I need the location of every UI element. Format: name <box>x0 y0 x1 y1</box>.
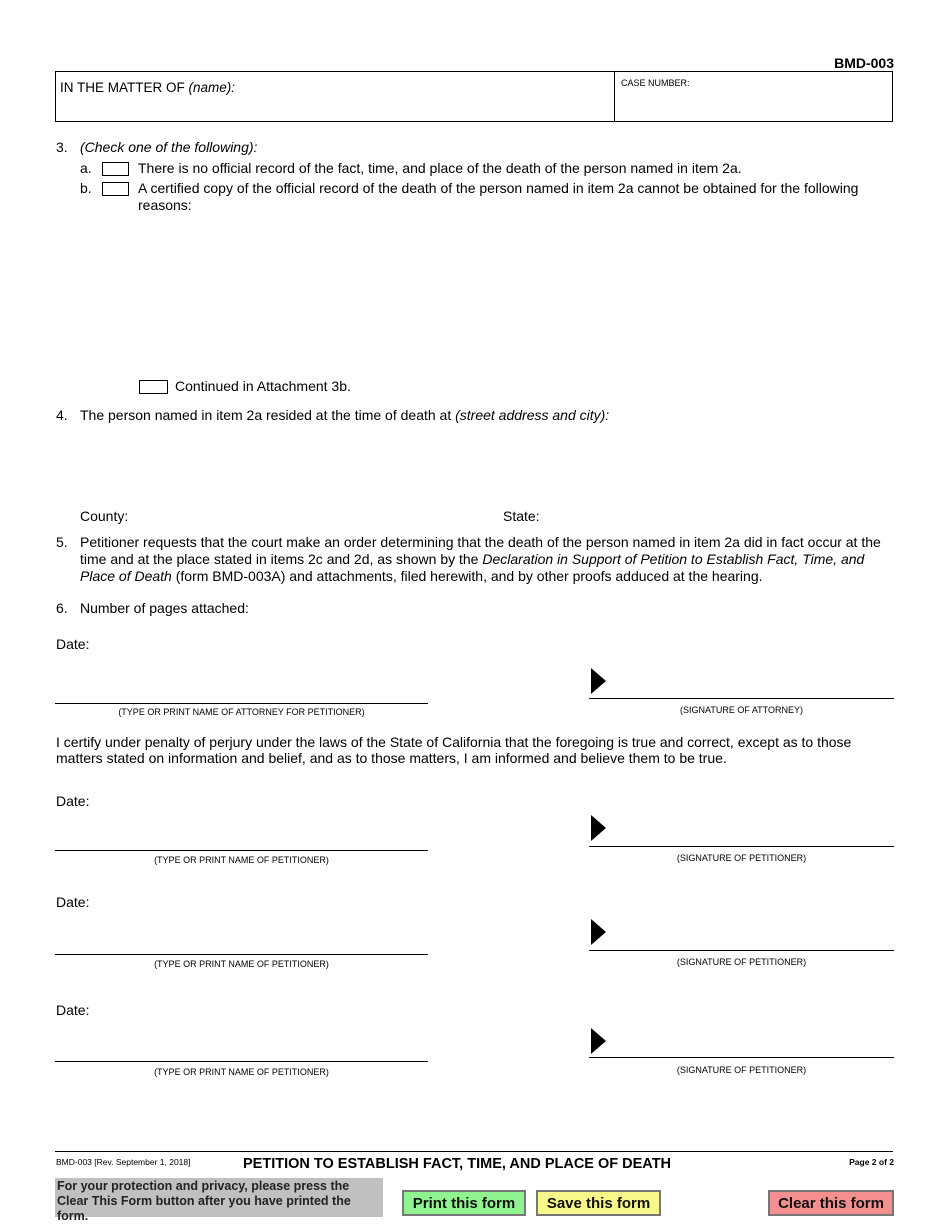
county-field[interactable] <box>135 506 495 526</box>
pages-attached-field[interactable] <box>250 598 370 618</box>
petitioner1-name-field[interactable] <box>55 815 428 849</box>
item6-number: 6. <box>56 600 68 616</box>
form-revision: BMD-003 [Rev. September 1, 2018] <box>56 1157 191 1167</box>
attorney-date-label: Date: <box>56 636 90 652</box>
item3b-checkbox[interactable] <box>102 182 129 196</box>
attachment-3b-label: Continued in Attachment 3b. <box>175 378 351 394</box>
petitioner3-name-line <box>55 1061 428 1062</box>
item3b-text-line1: A certified copy of the official record of the death of the person named in item 2a cannot be obtained for the following <box>138 180 859 196</box>
item3a-checkbox[interactable] <box>102 162 129 176</box>
item5-line1: Petitioner requests that the court make an order determining that the death of the person named in item 2a did in fact occur at the <box>80 534 881 550</box>
save-form-button[interactable]: Save this form <box>536 1190 661 1216</box>
item3a-letter: a. <box>80 160 92 176</box>
item4-text: The person named in item 2a resided at the time of death at <box>80 407 452 423</box>
item5-line3 <box>80 568 763 585</box>
item4-text-row <box>80 407 609 424</box>
petitioner3-date-field[interactable] <box>95 1000 395 1020</box>
item3b-letter: b. <box>80 180 92 196</box>
petitioner2-signature-line <box>589 950 894 951</box>
certify-line1: I certify under penalty of perjury under the laws of the State of California that the foregoing is true and correct, except as to those <box>56 734 852 750</box>
item3b-reasons-field[interactable] <box>138 216 893 368</box>
attorney-signature-arrow-icon <box>591 668 606 694</box>
petitioner2-name-line <box>55 954 428 955</box>
petitioner3-signature-arrow-icon <box>591 1028 606 1054</box>
print-form-button[interactable]: Print this form <box>402 1190 526 1216</box>
header-divider <box>614 71 615 122</box>
petitioner3-signature-line <box>589 1057 894 1058</box>
petitioner3-name-caption: (TYPE OR PRINT NAME OF PETITIONER) <box>154 1067 329 1077</box>
petitioner1-name-caption: (TYPE OR PRINT NAME OF PETITIONER) <box>154 855 329 865</box>
county-label: County: <box>80 508 129 524</box>
attachment-3b-checkbox[interactable] <box>139 380 168 394</box>
item5-line2 <box>80 551 864 568</box>
matter-label: IN THE MATTER OF <box>60 80 185 95</box>
petitioner1-name-line <box>55 850 428 851</box>
certify-line2: matters stated on information and belief, and as to those matters, I am informed and believe them to be true. <box>56 750 727 766</box>
petitioner1-signature-line <box>589 846 894 847</box>
page-number: Page 2 of 2 <box>849 1157 894 1167</box>
petitioner1-date-field[interactable] <box>95 791 395 811</box>
petitioner3-signature-caption: (SIGNATURE OF PETITIONER) <box>676 1065 807 1075</box>
petitioner1-signature-arrow-icon <box>591 815 606 841</box>
footer-rule <box>55 1151 893 1152</box>
item4-number: 4. <box>56 407 68 423</box>
item3b-text-line2: reasons: <box>138 197 192 213</box>
attorney-name-caption: (TYPE OR PRINT NAME OF ATTORNEY FOR PETITIONER) <box>118 707 365 717</box>
matter-hint: (name): <box>188 80 236 95</box>
petitioner3-date-label: Date: <box>56 1002 90 1018</box>
petitioner2-name-field[interactable] <box>55 918 428 953</box>
matter-label-row <box>60 79 235 96</box>
attorney-name-line <box>55 703 428 704</box>
item5-line2-plain: time and at the place stated in items 2c and 2d, as shown by the <box>80 551 479 567</box>
item5-line3-plain: (form BMD-003A) and attachments, filed herewith, and by other proofs adduced at the hearing. <box>175 568 763 584</box>
petitioner2-date-field[interactable] <box>95 892 395 912</box>
petitioner3-name-field[interactable] <box>55 1026 428 1060</box>
petitioner1-date-label: Date: <box>56 793 90 809</box>
matter-name-field[interactable] <box>57 97 612 121</box>
petitioner1-signature-caption: (SIGNATURE OF PETITIONER) <box>676 853 807 863</box>
privacy-note: For your protection and privacy, please press the Clear This Form button after you have printed the form. <box>55 1178 383 1217</box>
attorney-date-field[interactable] <box>95 634 395 654</box>
item6-text: Number of pages attached: <box>80 600 249 616</box>
item3-number: 3. <box>56 139 68 155</box>
item5-line2-italic: Declaration in Support of Petition to Establish Fact, Time, and <box>482 551 865 567</box>
petitioner2-name-caption: (TYPE OR PRINT NAME OF PETITIONER) <box>154 959 329 969</box>
attorney-signature-caption: (SIGNATURE OF ATTORNEY) <box>679 705 803 715</box>
state-field[interactable] <box>546 506 893 526</box>
petitioner2-signature-arrow-icon <box>591 919 606 945</box>
item3a-text: There is no official record of the fact, time, and place of the death of the person named in item 2a. <box>138 160 742 176</box>
form-title: PETITION TO ESTABLISH FACT, TIME, AND PLACE OF DEATH <box>243 1156 672 1172</box>
attorney-signature-line <box>589 698 894 699</box>
address-field[interactable] <box>80 428 893 500</box>
attorney-name-field[interactable] <box>55 660 428 702</box>
item5-number: 5. <box>56 534 68 550</box>
item5-line3-italic: Place of Death <box>80 568 172 584</box>
petitioner2-date-label: Date: <box>56 894 90 910</box>
petitioner2-signature-caption: (SIGNATURE OF PETITIONER) <box>676 957 807 967</box>
item4-hint: (street address and city): <box>455 407 610 423</box>
item3-instruction: (Check one of the following): <box>80 139 258 155</box>
case-number-label: CASE NUMBER: <box>621 78 690 88</box>
state-label: State: <box>503 508 540 524</box>
form-code: BMD-003 <box>834 55 894 71</box>
clear-form-button[interactable]: Clear this form <box>768 1190 894 1216</box>
